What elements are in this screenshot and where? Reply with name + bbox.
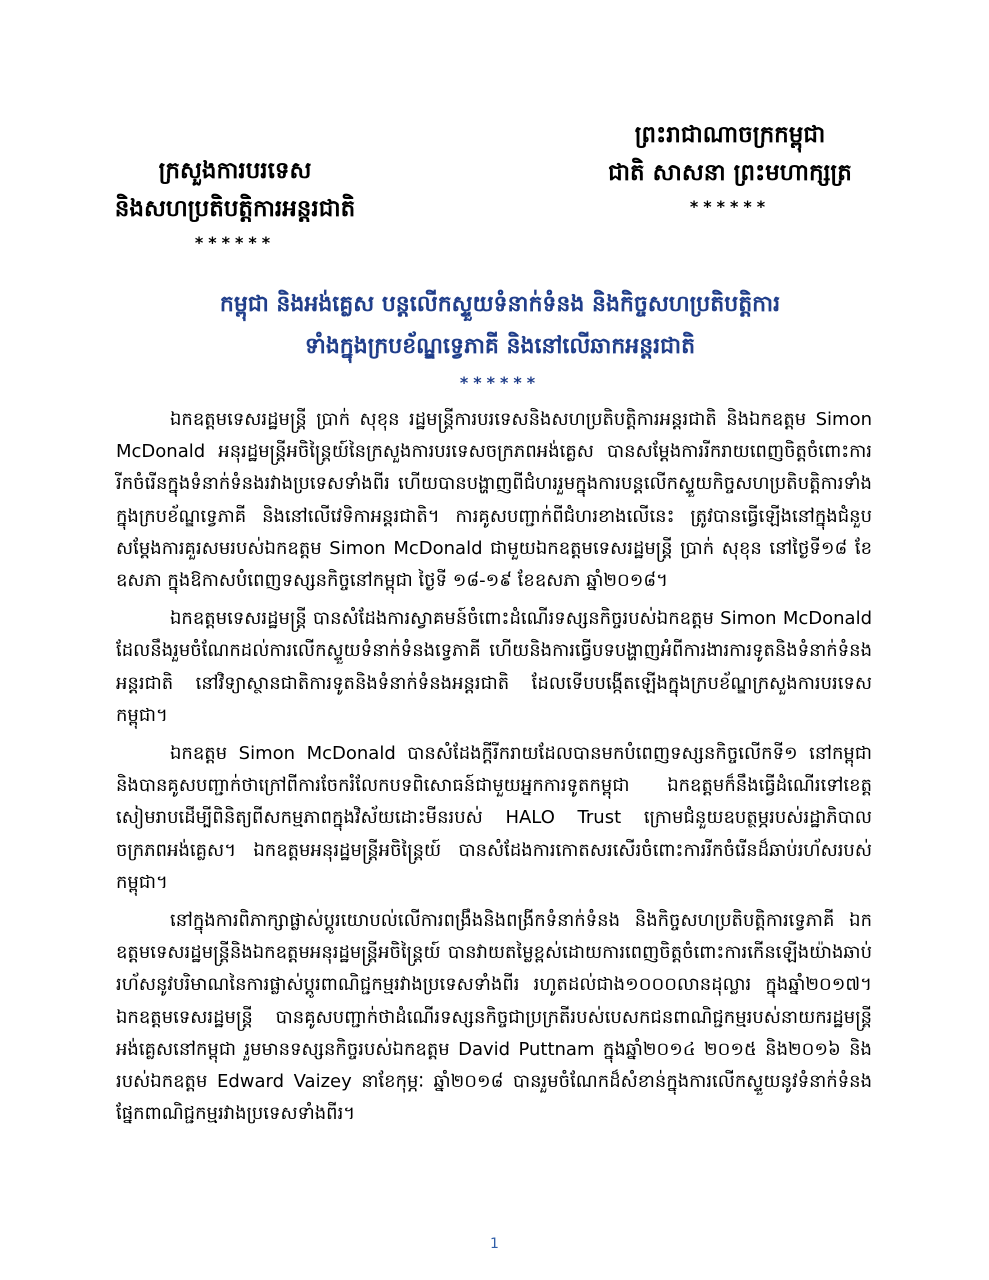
ministry-name-line2: និងសហប្រតិបត្តិការអន្តរជាតិ [114,196,356,222]
kingdom-header [600,116,860,222]
title-line2: ទាំងក្នុងក្របខ័ណ្ឌទ្វេភាគី និងនៅលើឆាកអន្តរជាតិ [304,334,696,359]
paragraph-1: ឯកឧត្តមទេសរដ្ឋមន្ត្រី ប្រាក់ សុខុន រដ្ឋមន្ត្រីការបរទេសនិងសហប្រតិបត្តិការអន្តរជាតិ និងឯកឧត្តម Simon McDonald អនុរដ្ឋមន្ត្រីអចិន្ត្រៃយ៍នៃក្រសួងការបរទេសចក្រភពអង់គ្លេស បានសម្តែងការរីករាយពេញចិត្តចំពោះការរីកចំរើនក្នុងទំនាក់ទំនងរវាងប្រទេសទាំងពីរ ហើយបានបង្ហាញពីជំហររួមក្នុងការបន្តលើកស្ទួយកិច្ចសហប្រតិបត្តិការទាំងក្នុងក្របខ័ណ្ឌទ្វេភាគី និងនៅលើវេទិកាអន្តរជាតិ។ ការគូសបញ្ជាក់ពីជំហរខាងលើនេះ ត្រូវបានធ្វើឡើងនៅក្នុងជំនួបសម្តែងការគួរសមរបស់ឯកឧត្តម Simon McDonald ជាមួយឯកឧត្តមទេសរដ្ឋមន្ត្រី ប្រាក់ សុខុន នៅថ្ងៃទី១៨ ខែឧសភា ក្នុងឱកាសបំពេញទស្សនកិច្ចនៅកម្ពុជា ថ្ងៃទី ១៨-១៩ ខែឧសភា ឆ្នាំ២០១៨។ [116,409,872,592]
title-line1: កម្ពុជា និងអង់គ្លេស បន្តលើកស្ទួយទំនាក់ទំនង និងកិច្ចសហប្រតិបត្តិការ [219,292,781,317]
kingdom-name: ព្រះរាជាណាចក្រកម្ពុជា [634,122,826,148]
paragraph-2: ឯកឧត្តមទេសរដ្ឋមន្ត្រី បានសំដែងការស្វាគមន៍ចំពោះដំណើរទស្សនកិច្ចរបស់ឯកឧត្តម Simon McDonald ដែលនឹងរួមចំណែកដល់ការលើកស្ទួយទំនាក់ទំនងទ្វេភាគី ហើយនិងការធ្វើបទបង្ហាញអំពីការងារការទូតនិងទំនាក់ទំនងអន្តរជាតិ នៅវិទ្យាស្ថានជាតិការទូតនិងទំនាក់ទំនងអន្តរជាតិ ដែលទើបបង្កើតឡើងក្នុងក្របខ័ណ្ឌក្រសួងការបរទេសកម្ពុជា។ [116,608,872,726]
paragraph-4: នៅក្នុងការពិភាក្សាផ្លាស់ប្តូរយោបល់លើការពង្រឹងនិងពង្រីកទំនាក់ទំនង និងកិច្ចសហប្រតិបត្តិការទ្វេភាគី ឯកឧត្តមទេសរដ្ឋមន្ត្រីនិងឯកឧត្តមអនុរដ្ឋមន្ត្រីអចិន្ត្រៃយ៍ បានវាយតម្លៃខ្ពស់ដោយការពេញចិត្តចំពោះការកើនឡើងយ៉ាងឆាប់រហ័សនូវបរិមាណនៃការផ្លាស់ប្តូរពាណិជ្ជកម្មរវាងប្រទេសទាំងពីរ រហូតដល់ជាង១០០០លានដុល្លារ ក្នុងឆ្នាំ២០១៧។ ឯកឧត្តមទេសរដ្ឋមន្ត្រី បានគូសបញ្ជាក់ថាដំណើរទស្សនកិច្ចជាប្រក្រតីរបស់បេសកជនពាណិជ្ជកម្មរបស់នាយករដ្ឋមន្ត្រីអង់គ្លេសនៅកម្ពុជា រួមមានទស្សនកិច្ចរបស់ឯកឧត្តម David Puttnam ក្នុងឆ្នាំ២០១៤ ២០១៥ និង២០១៦ និងរបស់ឯកឧត្តម Edward Vaizey នាខែកុម្ភៈ ឆ្នាំ២០១៨ បានរួមចំណែកដ៏សំខាន់ក្នុងការលើកស្ទួយនូវទំនាក់ទំនងផ្នែកពាណិជ្ជកម្មរវាងប្រទេសទាំងពីរ។ [116,910,872,1125]
paragraph-3: ឯកឧត្តម Simon McDonald បានសំដែងក្តីរីករាយដែលបានមកបំពេញទស្សនកិច្ចលើកទី១ នៅកម្ពុជា និងបានគូសបញ្ជាក់ថាក្រៅពីការចែករំលែកបទពិសោធន៍ជាមួយអ្នកការទូតកម្ពុជា ឯកឧត្តមក៏នឹងធ្វើដំណើរទៅខេត្តសៀមរាបដើម្បីពិនិត្យពីសកម្មភាពក្នុងវិស័យដោះមីនរបស់ HALO Trust ក្រោមជំនួយឧបត្ថម្ភរបស់រដ្ឋាភិបាលចក្រភពអង់គ្លេស។ ឯកឧត្តមអនុរដ្ឋមន្ត្រីអចិន្ត្រៃយ៍ បានសំដែងការកោតសរសើរចំពោះការរីកចំរើនដ៏ឆាប់រហ័សរបស់កម្ពុជា។ [116,743,872,893]
kingdom-motto: ជាតិ សាសនា ព្រះមហាក្សត្រ [608,160,852,186]
page-number: 1 [490,1236,499,1252]
press-release-title [100,284,900,398]
title-stars: ****** [459,373,541,392]
kingdom-stars: ****** [689,197,771,216]
press-release-body [116,404,872,1136]
ministry-stars: ****** [194,233,276,252]
ministry-name-line1: ក្រសួងការបរទេស [158,158,312,184]
ministry-header [100,152,370,258]
